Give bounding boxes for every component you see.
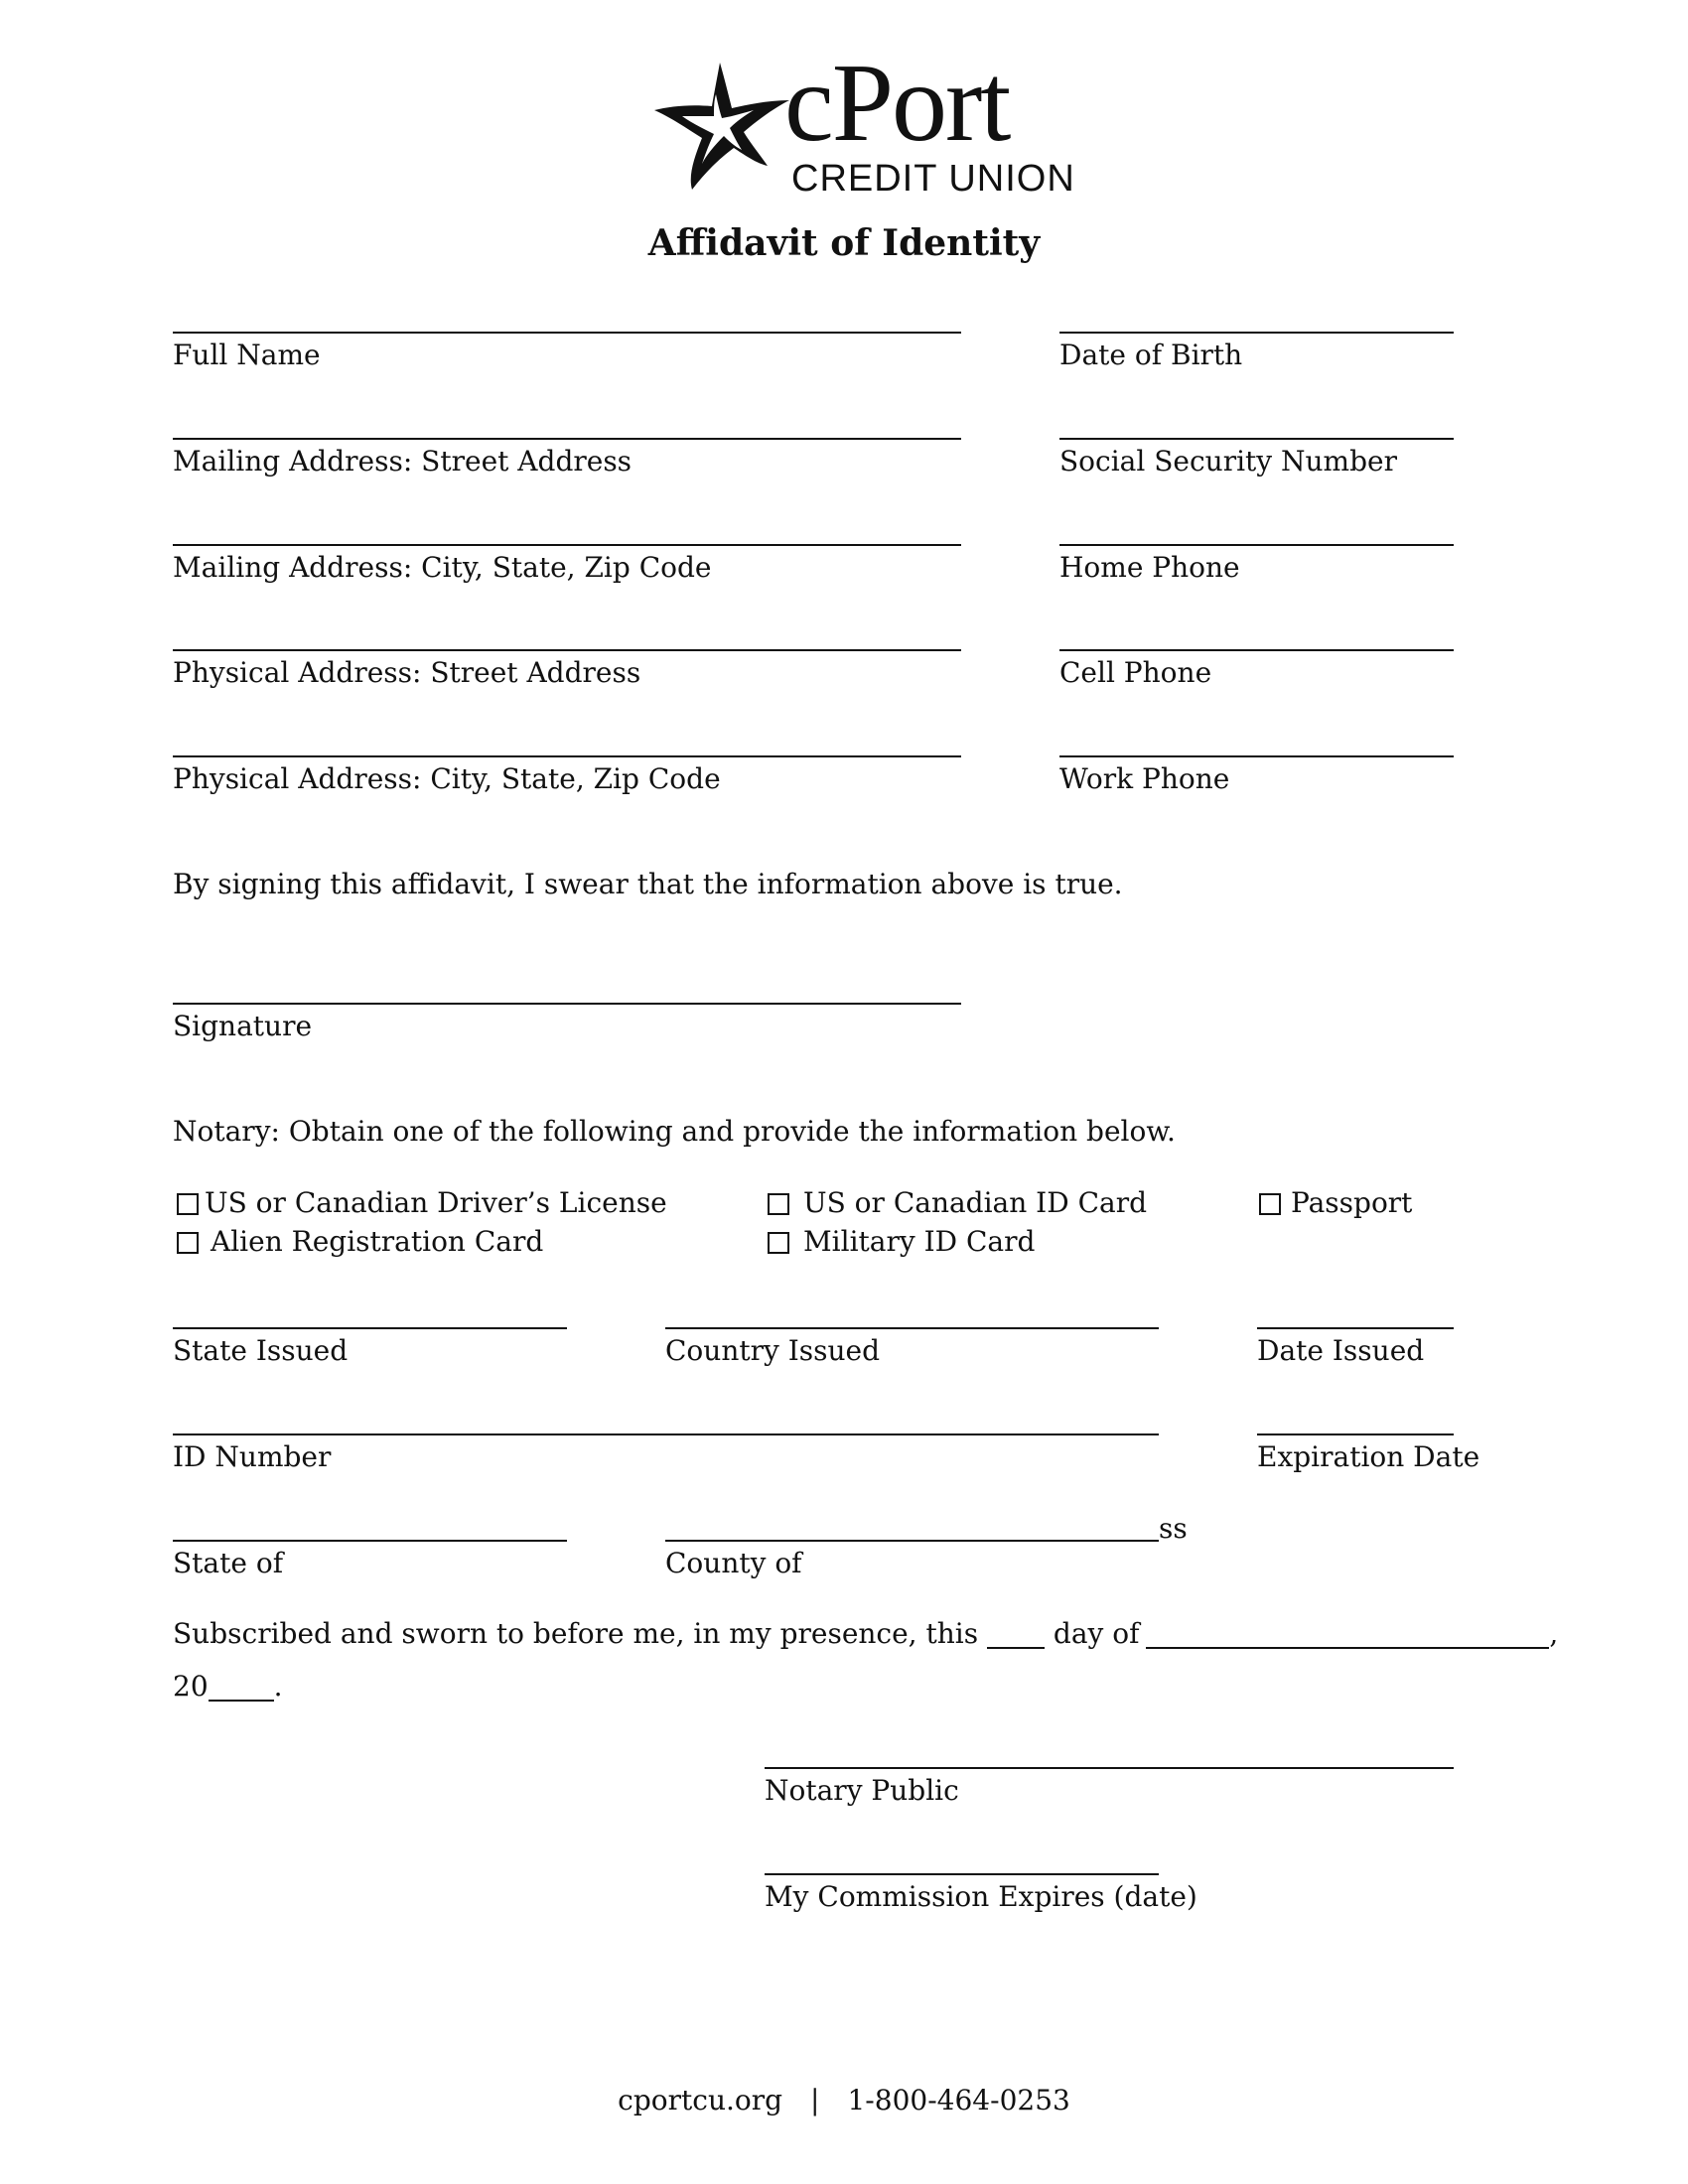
physical-street-label: Physical Address: Street Address xyxy=(173,656,641,689)
signature-line[interactable] xyxy=(173,1003,961,1005)
option-drivers-license[interactable] xyxy=(177,1186,667,1220)
id-number-line[interactable] xyxy=(173,1433,1159,1435)
option-passport[interactable] xyxy=(1259,1186,1412,1220)
notary-public-label: Notary Public xyxy=(765,1774,959,1807)
mailing-street-line[interactable] xyxy=(173,438,961,440)
expiration-date-line[interactable] xyxy=(1257,1433,1454,1435)
option-label: US or Canadian ID Card xyxy=(803,1186,1148,1219)
commission-line[interactable] xyxy=(765,1873,1159,1875)
logo-wordmark: cPort xyxy=(784,42,1010,165)
option-label: Alien Registration Card xyxy=(211,1225,544,1258)
full-name-label: Full Name xyxy=(173,339,321,371)
month-blank[interactable] xyxy=(1146,1621,1549,1649)
checkbox[interactable] xyxy=(1259,1193,1281,1215)
jurat-text: Subscribed and sworn to before me, in my presence, this xyxy=(173,1617,979,1650)
physical-city-label: Physical Address: City, State, Zip Code xyxy=(173,762,721,795)
ssn-line[interactable] xyxy=(1059,438,1454,440)
ss-label: ss xyxy=(1159,1512,1188,1545)
physical-street-line[interactable] xyxy=(173,649,961,651)
expiration-date-label: Expiration Date xyxy=(1257,1440,1480,1473)
option-id-card[interactable] xyxy=(768,1186,1147,1220)
page-title: Affidavit of Identity xyxy=(647,222,1041,264)
footer xyxy=(0,2083,1688,2118)
day-blank[interactable] xyxy=(987,1621,1045,1649)
mailing-street-label: Mailing Address: Street Address xyxy=(173,445,633,478)
ssn-label: Social Security Number xyxy=(1059,445,1397,478)
footer-separator: | xyxy=(810,2084,820,2116)
logo-subtitle: CREDIT UNION xyxy=(791,158,1075,200)
checkbox[interactable] xyxy=(177,1232,199,1254)
cell-phone-line[interactable] xyxy=(1059,649,1454,651)
signature-label: Signature xyxy=(173,1010,313,1042)
full-name-line[interactable] xyxy=(173,332,961,334)
year-prefix: 20 xyxy=(173,1670,209,1703)
id-number-label: ID Number xyxy=(173,1440,332,1473)
jurat-line-1 xyxy=(173,1617,1558,1651)
work-phone-label: Work Phone xyxy=(1059,762,1230,795)
home-phone-line[interactable] xyxy=(1059,544,1454,546)
option-label: Passport xyxy=(1291,1186,1413,1219)
state-of-line[interactable] xyxy=(173,1540,567,1542)
state-issued-label: State Issued xyxy=(173,1334,349,1367)
state-issued-line[interactable] xyxy=(173,1327,567,1329)
state-of-label: State of xyxy=(173,1547,284,1579)
mailing-city-label: Mailing Address: City, State, Zip Code xyxy=(173,551,712,584)
date-of-birth-line[interactable] xyxy=(1059,332,1454,334)
option-label: US or Canadian Driver’s License xyxy=(205,1186,667,1219)
county-of-label: County of xyxy=(665,1547,802,1579)
date-issued-label: Date Issued xyxy=(1257,1334,1425,1367)
footer-phone: 1-800-464-0253 xyxy=(847,2084,1070,2116)
option-label: Military ID Card xyxy=(803,1225,1036,1258)
commission-label: My Commission Expires (date) xyxy=(765,1880,1197,1913)
date-of-birth-label: Date of Birth xyxy=(1059,339,1243,371)
jurat-period: . xyxy=(273,1670,283,1703)
home-phone-label: Home Phone xyxy=(1059,551,1240,584)
option-military-id[interactable] xyxy=(768,1225,1035,1259)
jurat-line-2 xyxy=(173,1670,283,1704)
checkbox[interactable] xyxy=(768,1232,789,1254)
footer-website: cportcu.org xyxy=(618,2084,783,2116)
physical-city-line[interactable] xyxy=(173,755,961,757)
work-phone-line[interactable] xyxy=(1059,755,1454,757)
date-issued-line[interactable] xyxy=(1257,1327,1454,1329)
cell-phone-label: Cell Phone xyxy=(1059,656,1212,689)
day-of-text: day of xyxy=(1053,1617,1140,1650)
jurat-comma: , xyxy=(1549,1617,1559,1650)
country-issued-label: Country Issued xyxy=(665,1334,881,1367)
country-issued-line[interactable] xyxy=(665,1327,1159,1329)
notary-public-line[interactable] xyxy=(765,1767,1454,1769)
oath-statement: By signing this affidavit, I swear that the information above is true. xyxy=(173,868,1123,900)
county-of-line[interactable] xyxy=(665,1540,1159,1542)
mailing-city-line[interactable] xyxy=(173,544,961,546)
option-alien-registration[interactable] xyxy=(177,1225,543,1259)
year-blank[interactable] xyxy=(209,1674,274,1702)
checkbox[interactable] xyxy=(768,1193,789,1215)
checkbox[interactable] xyxy=(177,1193,199,1215)
notary-instruction: Notary: Obtain one of the following and provide the information below. xyxy=(173,1115,1176,1148)
